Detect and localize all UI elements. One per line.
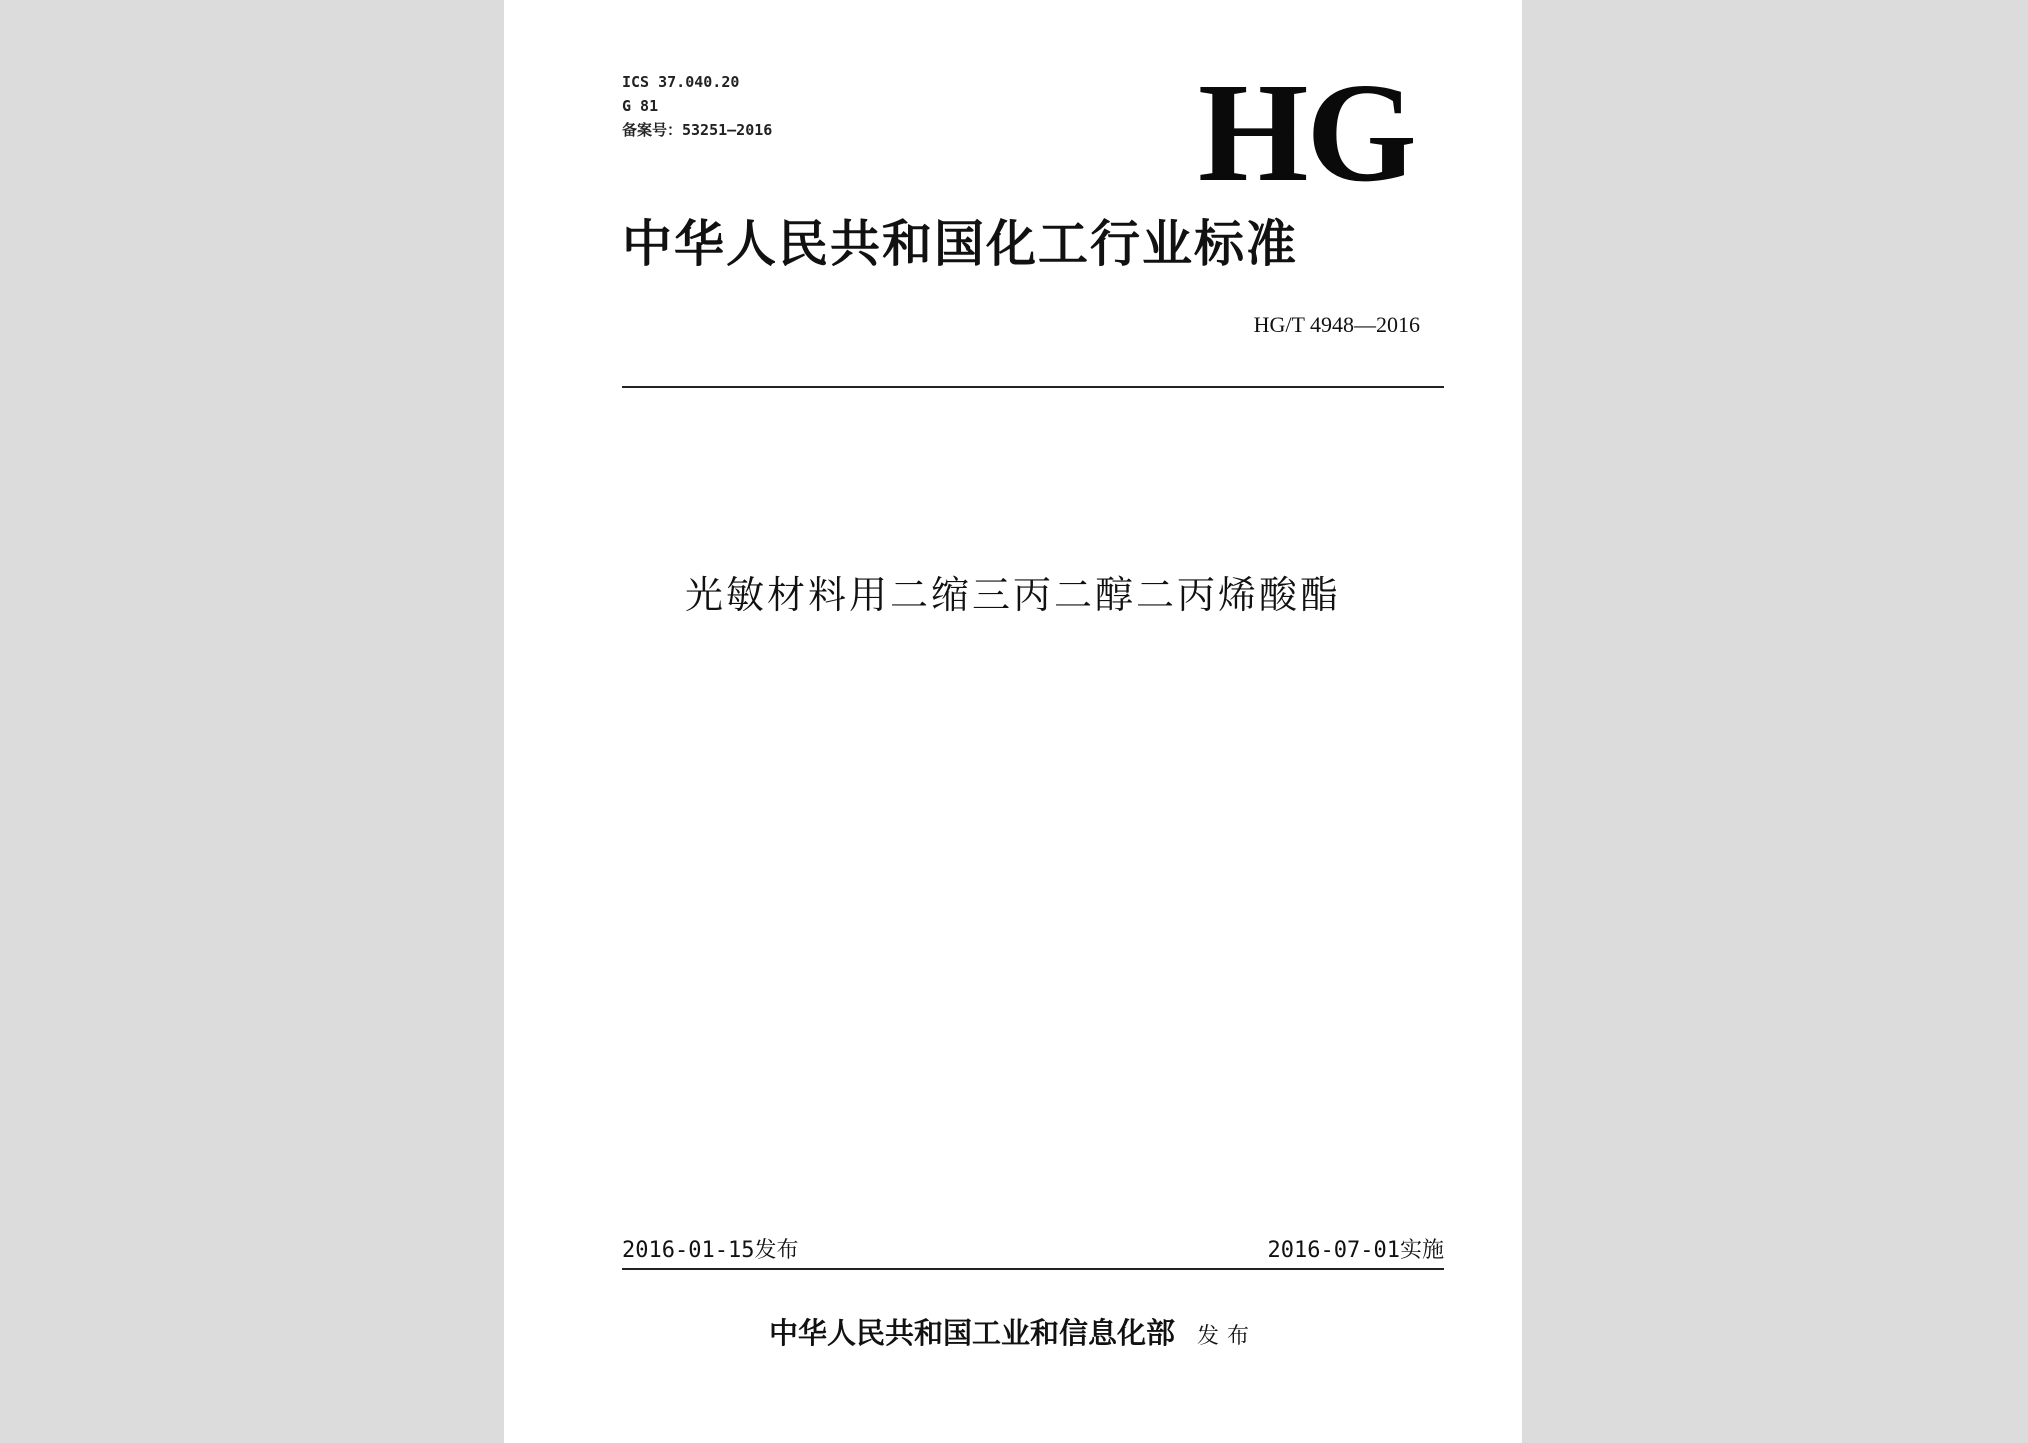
ccs-code: G 81 — [622, 97, 659, 115]
ics-code: ICS 37.040.20 — [622, 73, 740, 91]
effective-date: 2016-07-01实施 — [1267, 1238, 1444, 1263]
issuer-name: 中华人民共和国工业和信息化部 — [768, 1316, 1175, 1350]
bottom-divider — [622, 1268, 1444, 1270]
classification-block — [622, 70, 772, 142]
document-title: 光敏材料用二缩三丙二醇二丙烯酸酯 — [684, 573, 1341, 617]
issue-date: 2016-01-15发布 — [622, 1238, 799, 1263]
standard-number: HG/T 4948—2016 — [1253, 312, 1420, 337]
document-page — [504, 0, 1522, 1443]
date-row — [622, 1236, 1444, 1266]
hg-logo: HG — [1198, 53, 1415, 211]
top-divider — [622, 386, 1444, 388]
issuer-suffix: 发布 — [1197, 1324, 1258, 1349]
issuer-line — [504, 1314, 1522, 1356]
record-number: 备案号：53251—2016 — [622, 121, 773, 139]
standard-title: 中华人民共和国化工行业标准 — [622, 215, 1298, 273]
